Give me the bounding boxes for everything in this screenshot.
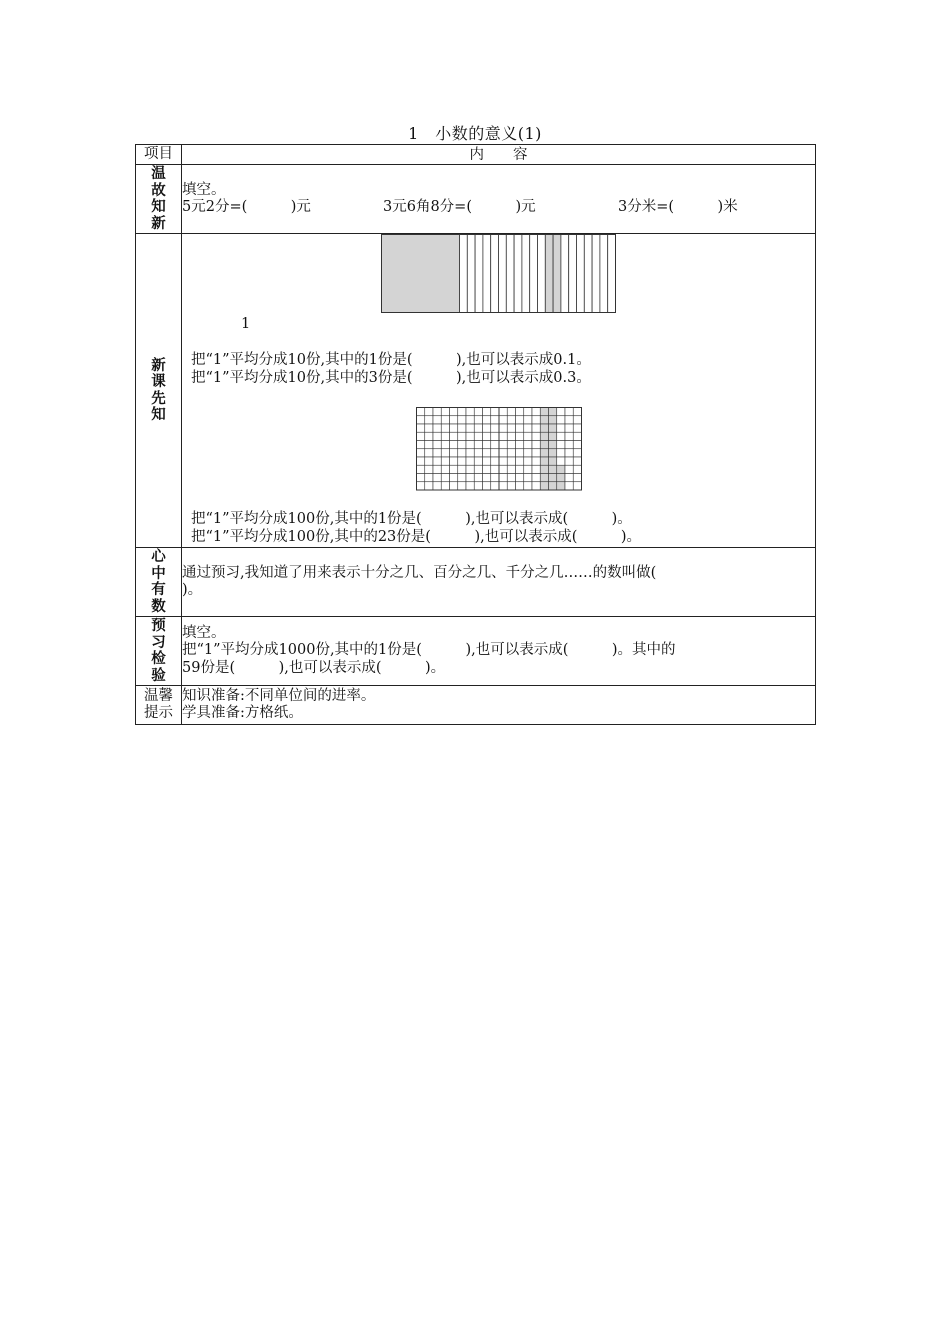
hundredth-cell (499, 408, 507, 416)
hundredth-cell (483, 432, 491, 440)
hundredth-cell (450, 441, 458, 449)
hundredth-cell (433, 432, 441, 440)
hundredth-cell (573, 474, 581, 482)
hundredth-cell (565, 424, 573, 432)
hundredth-cell (425, 474, 433, 482)
hundredth-cell (507, 474, 515, 482)
hundredth-cell (417, 449, 425, 457)
tenths-line-1: 把“1”平均分成10份,其中的1份是( ),也可以表示成0.1。 (191, 352, 591, 368)
tip-line-2: 学具准备:方格纸。 (182, 705, 303, 721)
hundredth-cell (557, 408, 565, 416)
hundredth-cell (474, 416, 482, 424)
hundredth-cell (573, 424, 581, 432)
hundredth-cell (417, 432, 425, 440)
hundredth-cell (450, 482, 458, 490)
hundredth-cell (441, 474, 449, 482)
hundredth-cell (565, 457, 573, 465)
review-label-char: 故 (151, 181, 166, 199)
review-intro: 填空。 (182, 181, 226, 198)
hundredth-cell (524, 432, 532, 440)
tenths-grid-diagram (381, 234, 617, 313)
tip-label-line-2: 提示 (144, 705, 173, 721)
shaded-hundredth-cell (549, 441, 557, 449)
hundredth-cell (441, 424, 449, 432)
shaded-hundredth-cell (540, 457, 548, 465)
hundredth-cell (532, 449, 540, 457)
hundredth-cell (565, 416, 573, 424)
hundredth-cell (573, 441, 581, 449)
hundredths-line-2: 把“1”平均分成100份,其中的23份是( ),也可以表示成( )。 (191, 528, 642, 545)
hundredth-cell (474, 474, 482, 482)
hundredth-cell (483, 482, 491, 490)
header-item-cell: 项目 (136, 145, 182, 165)
hundredth-cell (516, 474, 524, 482)
check-content (182, 617, 816, 686)
hundredth-cell (573, 457, 581, 465)
review-q3: 3分米=( )米 (618, 199, 738, 215)
page-title: 1 小数的意义(1) (408, 124, 542, 143)
hundredth-cell (573, 432, 581, 440)
hundredth-cell (532, 408, 540, 416)
shaded-hundredth-cell (549, 482, 557, 490)
hundredth-cell (466, 482, 474, 490)
hundredth-cell (458, 416, 466, 424)
hundredth-cell (524, 408, 532, 416)
shaded-hundredth-cell (557, 482, 565, 490)
tenth-strip (475, 235, 483, 313)
hundredth-cell (499, 457, 507, 465)
hundredth-cell (499, 474, 507, 482)
new-knowledge-content (182, 234, 816, 548)
hundredth-cell (565, 441, 573, 449)
hundredth-cell (491, 432, 499, 440)
hundredth-cell (524, 416, 532, 424)
review-row (136, 165, 816, 234)
hundredth-cell (532, 416, 540, 424)
check-label-char: 检 (151, 650, 166, 667)
review-q1: 5元2分=( )元 (182, 199, 311, 215)
hundredth-cell (491, 408, 499, 416)
hundredth-cell (524, 441, 532, 449)
review-label-char: 新 (151, 214, 166, 232)
hundredth-cell (524, 474, 532, 482)
hundredth-cell (507, 457, 515, 465)
hundredth-cell (450, 416, 458, 424)
hundredth-cell (532, 465, 540, 473)
review-content (182, 165, 816, 234)
hundredth-cell (474, 424, 482, 432)
shaded-hundredth-cell (549, 432, 557, 440)
hundredth-cell (474, 482, 482, 490)
shaded-hundredth-cell (557, 474, 565, 482)
hundredth-cell (466, 465, 474, 473)
hundredth-cell (433, 416, 441, 424)
hundredth-cell (458, 441, 466, 449)
shaded-hundredth-cell (540, 482, 548, 490)
hundredth-cell (458, 474, 466, 482)
hundredth-cell (507, 482, 515, 490)
hundredth-cell (425, 449, 433, 457)
hundredth-cell (458, 432, 466, 440)
tenth-strip (483, 235, 491, 313)
hundredth-cell (507, 432, 515, 440)
mind-label-char: 心 (151, 548, 166, 565)
hundredth-cell (425, 465, 433, 473)
hundredth-cell (474, 408, 482, 416)
hundredth-cell (417, 416, 425, 424)
hundredth-cell (565, 465, 573, 473)
hundredth-cell (425, 457, 433, 465)
hundredth-cell (557, 449, 565, 457)
hundredth-cell (483, 449, 491, 457)
hundredth-cell (516, 408, 524, 416)
shaded-hundredth-cell (549, 424, 557, 432)
tenths-line-2: 把“1”平均分成10份,其中的3份是( ),也可以表示成0.3。 (191, 369, 591, 386)
hundredth-cell (516, 432, 524, 440)
hundredth-cell (491, 482, 499, 490)
hundredth-cell (524, 482, 532, 490)
hundredth-cell (417, 424, 425, 432)
hundredth-cell (425, 416, 433, 424)
check-row (136, 617, 816, 686)
tip-line-1: 知识准备:不同单位间的进率。 (182, 687, 376, 704)
hundredth-cell (458, 465, 466, 473)
hundredth-cell (458, 408, 466, 416)
hundredth-cell (417, 457, 425, 465)
new-label-char: 知 (151, 406, 166, 423)
hundredth-cell (417, 408, 425, 416)
hundredth-cell (433, 449, 441, 457)
hundredth-cell (516, 424, 524, 432)
check-label-char: 预 (151, 617, 166, 634)
hundredth-cell (466, 449, 474, 457)
hundredth-cell (450, 424, 458, 432)
hundredth-cell (507, 441, 515, 449)
hundredth-cell (450, 465, 458, 473)
tenth-strip (584, 235, 592, 313)
new-label-char: 新 (151, 356, 166, 374)
review-q2: 3元6角8分=( )元 (383, 199, 536, 215)
hundredth-cell (499, 432, 507, 440)
tenth-strip (467, 235, 475, 313)
hundredth-cell (417, 482, 425, 490)
shaded-hundredth-cell (557, 465, 565, 473)
shaded-hundredth-cell (549, 457, 557, 465)
new-label-char: 先 (151, 389, 166, 407)
whole-unit-square (382, 235, 460, 313)
hundredth-cell (466, 474, 474, 482)
shaded-hundredth-cell (540, 424, 548, 432)
shaded-hundredth-cell (540, 441, 548, 449)
hundredth-cell (557, 457, 565, 465)
hundredth-cell (532, 424, 540, 432)
hundredth-cell (573, 449, 581, 457)
hundredth-cell (417, 474, 425, 482)
hundredth-cell (450, 449, 458, 457)
tenth-strip (499, 235, 507, 313)
worksheet-table (135, 144, 816, 725)
hundredth-cell (441, 432, 449, 440)
shaded-hundredth-cell (540, 474, 548, 482)
hundredth-cell (516, 482, 524, 490)
hundredth-cell (507, 449, 515, 457)
mind-label-char: 数 (151, 597, 166, 615)
hundredth-cell (573, 482, 581, 490)
hundredth-cell (450, 432, 458, 440)
hundredth-cell (466, 441, 474, 449)
hundredth-cell (573, 465, 581, 473)
shaded-hundredth-cell (540, 465, 548, 473)
hundredth-cell (507, 424, 515, 432)
unit-one-caption: 1 (241, 316, 251, 332)
hundredth-cell (458, 482, 466, 490)
tenth-strip (569, 235, 577, 313)
hundredth-cell (507, 465, 515, 473)
review-label-char: 知 (151, 198, 166, 215)
hundredth-cell (483, 474, 491, 482)
mind-line-1: 通过预习,我知道了用来表示十分之几、百分之几、千分之几……的数叫做( (182, 564, 657, 581)
hundredth-cell (458, 449, 466, 457)
tenth-strip (460, 235, 468, 313)
shaded-hundredth-cell (549, 408, 557, 416)
hundredth-cell (417, 441, 425, 449)
hundredth-cell (516, 465, 524, 473)
hundredth-cell (516, 457, 524, 465)
hundredth-cell (441, 457, 449, 465)
hundredth-cell (557, 441, 565, 449)
check-intro: 填空。 (182, 624, 226, 641)
hundredth-cell (425, 482, 433, 490)
tenth-strip (530, 235, 538, 313)
hundredth-cell (491, 416, 499, 424)
mind-row (136, 548, 816, 617)
shaded-hundredth-cell (549, 465, 557, 473)
hundredth-cell (557, 416, 565, 424)
hundredth-cell (483, 416, 491, 424)
hundredth-cell (491, 457, 499, 465)
mind-content (182, 548, 816, 617)
mind-line-2: )。 (182, 582, 203, 598)
shaded-hundredth-cell (540, 449, 548, 457)
hundredth-cell (499, 449, 507, 457)
check-line-1: 把“1”平均分成1000份,其中的1份是( ),也可以表示成( )。其中的 (182, 642, 676, 659)
tenth-strip (600, 235, 608, 313)
hundredth-cell (524, 424, 532, 432)
hundredth-cell (532, 457, 540, 465)
check-line-2: 59份是( ),也可以表示成( )。 (182, 659, 446, 676)
hundredth-cell (417, 465, 425, 473)
hundredth-cell (425, 424, 433, 432)
hundredth-cell (483, 408, 491, 416)
hundredth-cell (516, 416, 524, 424)
hundredth-cell (532, 441, 540, 449)
tip-label (136, 686, 182, 725)
hundredth-cell (483, 424, 491, 432)
hundredth-cell (483, 441, 491, 449)
hundredth-cell (433, 465, 441, 473)
hundredth-cell (565, 408, 573, 416)
hundredth-cell (483, 465, 491, 473)
tenths-text (191, 352, 591, 387)
hundredth-cell (483, 457, 491, 465)
tenth-strip (514, 235, 522, 313)
hundredth-cell (425, 408, 433, 416)
hundredth-cell (474, 457, 482, 465)
review-questions (182, 199, 815, 217)
hundredth-cell (458, 457, 466, 465)
shaded-hundredth-cell (549, 474, 557, 482)
hundredth-cell (573, 416, 581, 424)
tip-label-line-1: 温馨 (144, 688, 173, 704)
check-label-char: 习 (151, 633, 166, 651)
tip-row (136, 686, 816, 725)
hundredth-cell (516, 441, 524, 449)
header-content-cell: 内 容 (182, 145, 816, 165)
hundredth-cell (433, 474, 441, 482)
hundredth-cell (466, 408, 474, 416)
shaded-tenth-strip (553, 235, 561, 313)
review-label-char: 温 (151, 165, 166, 182)
hundredth-cell (491, 465, 499, 473)
shaded-hundredth-cell (540, 408, 548, 416)
review-label (136, 165, 182, 234)
mind-label (136, 548, 182, 617)
mind-label-char: 有 (151, 581, 166, 598)
hundredths-text (191, 511, 641, 546)
tip-content (182, 686, 816, 725)
hundredth-cell (516, 449, 524, 457)
hundredth-cell (425, 432, 433, 440)
hundredth-cell (466, 457, 474, 465)
hundredths-line-1: 把“1”平均分成100份,其中的1份是( ),也可以表示成( )。 (191, 511, 632, 527)
hundredth-cell (491, 441, 499, 449)
hundredth-cell (532, 482, 540, 490)
hundredth-cell (565, 474, 573, 482)
hundredth-cell (466, 424, 474, 432)
hundredth-cell (573, 408, 581, 416)
tenth-strip (608, 235, 616, 313)
hundredth-cell (565, 449, 573, 457)
shaded-hundredth-cell (549, 449, 557, 457)
hundredth-cell (474, 465, 482, 473)
hundredth-cell (507, 416, 515, 424)
new-knowledge-label (136, 234, 182, 548)
new-knowledge-row (136, 234, 816, 548)
hundredth-cell (491, 424, 499, 432)
hundredth-cell (524, 457, 532, 465)
tenth-strip (491, 235, 499, 313)
hundredth-cell (565, 482, 573, 490)
hundredth-cell (450, 474, 458, 482)
hundredth-cell (433, 441, 441, 449)
tenth-strip (522, 235, 530, 313)
tenth-strip (577, 235, 585, 313)
header-row (136, 145, 816, 165)
hundredth-cell (499, 465, 507, 473)
check-label (136, 617, 182, 686)
tenth-strip (592, 235, 600, 313)
hundredth-cell (466, 432, 474, 440)
hundredth-cell (499, 424, 507, 432)
hundredth-cell (474, 432, 482, 440)
hundredth-cell (557, 424, 565, 432)
hundredth-cell (441, 465, 449, 473)
mind-label-char: 中 (151, 564, 166, 582)
hundredth-cell (532, 432, 540, 440)
hundredths-grid-diagram (416, 407, 582, 493)
shaded-tenth-strip (545, 235, 553, 313)
hundredth-cell (433, 482, 441, 490)
hundredth-cell (450, 408, 458, 416)
hundredth-cell (491, 474, 499, 482)
hundredth-cell (441, 408, 449, 416)
hundredth-cell (441, 482, 449, 490)
hundredth-cell (441, 416, 449, 424)
hundredth-cell (524, 449, 532, 457)
hundredth-cell (499, 441, 507, 449)
tenth-strip (561, 235, 569, 313)
hundredth-cell (474, 449, 482, 457)
hundredth-cell (433, 408, 441, 416)
hundredth-cell (425, 441, 433, 449)
shaded-hundredth-cell (549, 416, 557, 424)
hundredth-cell (441, 449, 449, 457)
hundredth-cell (441, 441, 449, 449)
hundredth-cell (507, 408, 515, 416)
check-label-char: 验 (151, 666, 166, 684)
hundredth-cell (565, 432, 573, 440)
hundredth-cell (491, 449, 499, 457)
new-label-char: 课 (151, 373, 166, 390)
hundredth-cell (524, 465, 532, 473)
tenth-strip (538, 235, 546, 313)
shaded-hundredth-cell (540, 416, 548, 424)
shaded-hundredth-cell (540, 432, 548, 440)
hundredth-cell (433, 424, 441, 432)
hundredth-cell (458, 424, 466, 432)
tenth-strip (506, 235, 514, 313)
hundredth-cell (450, 457, 458, 465)
hundredth-cell (499, 416, 507, 424)
hundredth-cell (557, 432, 565, 440)
hundredth-cell (499, 482, 507, 490)
hundredth-cell (532, 474, 540, 482)
hundredth-cell (474, 441, 482, 449)
hundredth-cell (433, 457, 441, 465)
hundredth-cell (466, 416, 474, 424)
